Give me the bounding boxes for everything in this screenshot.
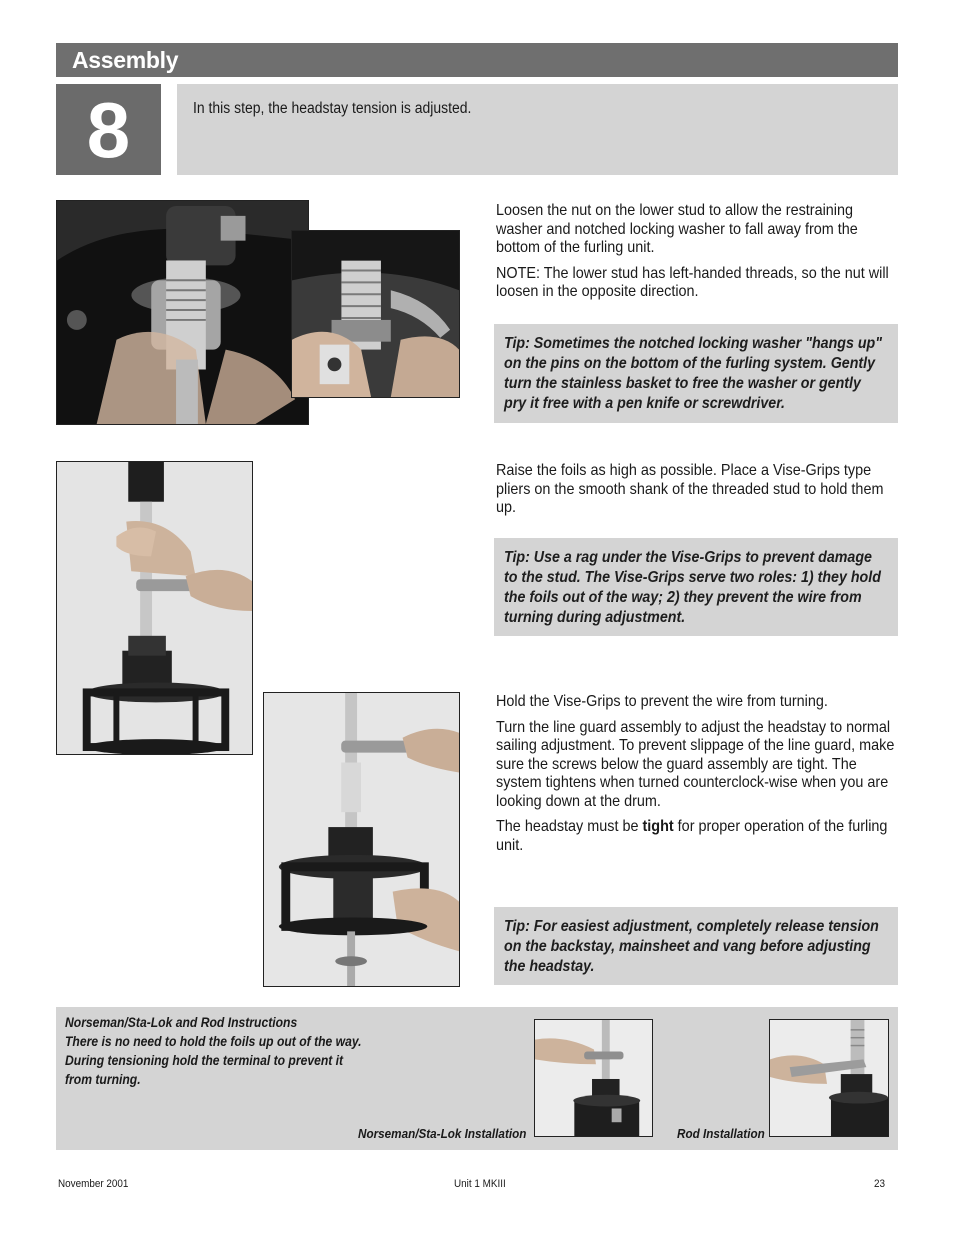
section-1-note: NOTE: The lower stud has left-handed threads, so the nut will loosen in the opposite direction.: [496, 264, 889, 300]
instructions-line: from turning.: [65, 1072, 141, 1087]
step-intro-text: In this step, the headstay tension is adjusted.: [193, 100, 472, 117]
section-3-paragraph-3: [496, 818, 897, 855]
step-number: 8: [86, 86, 131, 174]
photo-rod-installation: [769, 1019, 889, 1137]
instructions-heading: Norseman/Sta-Lok and Rod Instructions: [65, 1015, 298, 1030]
instructions-line: There is no need to hold the foils up out of the way.: [65, 1034, 362, 1049]
section-1-text: [496, 202, 897, 309]
caption-rod-installation: Rod Installation: [677, 1126, 765, 1141]
step-intro-box: [177, 84, 898, 175]
tip-box-3: [494, 907, 898, 985]
section-title: Assembly: [72, 47, 179, 73]
photo-norseman-installation: [534, 1019, 653, 1137]
photo-loosen-nut-main: [56, 200, 309, 425]
section-2-text: [496, 462, 897, 525]
section-2-paragraph: Raise the foils as high as possible. Place a Vise-Grips type pliers on the smooth shank of the threaded stud to hold them up.: [496, 462, 884, 516]
photo-turn-line-guard: [263, 692, 460, 987]
caption-norseman-installation: Norseman/Sta-Lok Installation: [358, 1126, 527, 1141]
para3-tail: for proper operation of the furling unit.: [496, 818, 888, 854]
section-3-paragraph-1: Hold the Vise-Grips to prevent the wire from turning.: [496, 693, 828, 710]
tip-text-3: Tip: For easiest adjustment, completely release tension on the backstay, mainsheet and vang before adjusting the headstay.: [504, 918, 879, 975]
tip-text-2: Tip: Use a rag under the Vise-Grips to prevent damage to the stud. The Vise-Grips serve two roles: 1) they hold the foils out of the way; 2) they prevent the wire from turning during adjustment.: [504, 549, 881, 626]
step-number-box: [56, 84, 161, 175]
tip-text-1: Tip: Sometimes the notched locking washer "hangs up" on the pins on the bottom of the furling system. Gently turn the stainless basket to free the washer or gently pry it free with a pen knife or screwdriver.: [504, 335, 882, 412]
section-3-text: [496, 693, 897, 862]
tip-box-2: [494, 538, 898, 636]
photo-loosen-nut-detail: [291, 230, 460, 398]
photo-raise-foils: [56, 461, 253, 755]
para3-lead: The headstay must be: [496, 818, 643, 835]
footer-unit: Unit 1 MKIII: [454, 1178, 506, 1190]
footer-date: November 2001: [58, 1178, 129, 1190]
para3-bold-word: tight: [642, 818, 674, 835]
section-3-paragraph-2: Turn the line guard assembly to adjust the headstay to normal sailing adjustment. To prevent slippage of the line guard, make sure the screws below the guard assembly are tight. The system tightens when turned counterclock-wise when you are looking down at the drum.: [496, 718, 895, 810]
section-header-bar: [56, 43, 898, 77]
norseman-rod-instructions-box: [56, 1007, 898, 1150]
section-1-paragraph: Loosen the nut on the lower stud to allow the restraining washer and notched locking washer to fall away from the bottom of the furling unit.: [496, 202, 858, 256]
tip-box-1: [494, 324, 898, 423]
footer-page-number: 23: [874, 1178, 886, 1190]
instructions-line: During tensioning hold the terminal to prevent it: [65, 1053, 344, 1068]
norseman-rod-instructions: [65, 1013, 407, 1089]
